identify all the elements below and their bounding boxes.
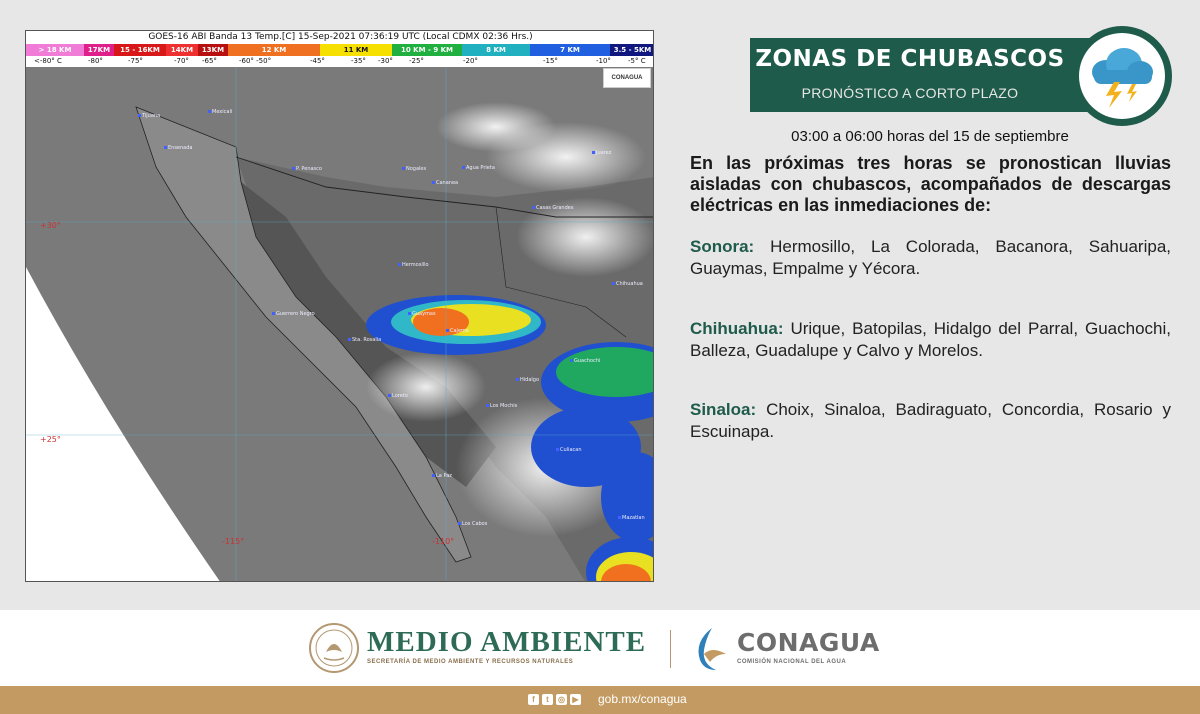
lon-label-110: -110° xyxy=(432,537,455,546)
altitude-legend xyxy=(26,44,654,56)
city-label: Cajeme xyxy=(446,328,469,334)
temperature-tick: -75° xyxy=(128,57,143,65)
state-name: Sonora: xyxy=(690,237,755,256)
temperature-tick: <-80° C xyxy=(34,57,62,65)
legend-segment: 13KM xyxy=(198,44,228,56)
satellite-image-panel xyxy=(25,30,654,582)
temperature-tick: -65° xyxy=(202,57,217,65)
city-label: Ensenada xyxy=(164,145,192,151)
social-icons xyxy=(528,694,581,705)
city-label: La Paz xyxy=(432,473,452,479)
state-places: Choix, Sinaloa, Badiraguato, Concordia, Rosario y Escuinapa. xyxy=(690,400,1171,441)
temperature-tick: -15° xyxy=(543,57,558,65)
region-sinaloa xyxy=(690,399,1171,443)
site-link[interactable]: gob.mx/conagua xyxy=(598,692,687,706)
footer-divider xyxy=(670,630,671,668)
conagua-map-logo: CONAGUA xyxy=(603,68,651,88)
legend-segment: 17KM xyxy=(84,44,114,56)
temperature-tick: -20° xyxy=(463,57,478,65)
city-label: Los Mochis xyxy=(486,403,517,409)
temperature-tick: -70° xyxy=(174,57,189,65)
city-label: Cananea xyxy=(432,180,458,186)
region-chihuahua xyxy=(690,318,1171,362)
legend-segment: 10 KM - 9 KM xyxy=(392,44,462,56)
legend-segment: 14KM xyxy=(166,44,198,56)
conagua-subtitle: COMISIÓN NACIONAL DEL AGUA xyxy=(737,659,847,665)
twitter-icon[interactable]: t xyxy=(542,694,553,705)
legend-segment: 11 KM xyxy=(320,44,392,56)
city-label: Agua Prieta xyxy=(462,165,495,171)
city-label: Guaymas xyxy=(408,311,436,317)
legend-segment: 8 KM xyxy=(462,44,530,56)
legend-segment: 12 KM xyxy=(228,44,320,56)
forecast-intro: En las próximas tres horas se pronostican lluvias aisladas con chubascos, acompañados de descargas eléctricas en las inmediaciones de: xyxy=(690,153,1171,215)
instagram-icon[interactable]: ◎ xyxy=(556,694,567,705)
youtube-icon[interactable]: ▶ xyxy=(570,694,581,705)
city-label: Mexicali xyxy=(208,109,232,115)
temperature-tick: -35° xyxy=(351,57,366,65)
storm-cloud-icon xyxy=(1084,42,1160,110)
temperature-tick: -5° C xyxy=(628,57,646,65)
city-label: Tijuana xyxy=(138,113,160,119)
legend-segment: 3.5 - 5KM xyxy=(610,44,654,56)
conagua-logo-icon xyxy=(690,624,732,672)
lat-label-25: +25° xyxy=(40,435,61,444)
city-label: P. Penasco xyxy=(292,166,322,172)
legend-segment: > 18 KM xyxy=(26,44,84,56)
temperature-scale xyxy=(26,56,654,67)
temperature-tick: -30° xyxy=(378,57,393,65)
city-label: Hidalgo xyxy=(516,377,539,383)
temperature-tick: -80° xyxy=(88,57,103,65)
medio-ambiente-subtitle: SECRETARÍA DE MEDIO AMBIENTE Y RECURSOS NATURALES xyxy=(367,659,574,665)
temperature-tick: -10° xyxy=(596,57,611,65)
state-places: Hermosillo, La Colorada, Bacanora, Sahuaripa, Guaymas, Empalme y Yécora. xyxy=(690,237,1171,278)
facebook-icon[interactable]: f xyxy=(528,694,539,705)
city-label: Chihuahua xyxy=(612,281,643,287)
legend-segment: 15 - 16KM xyxy=(114,44,166,56)
region-sonora xyxy=(690,236,1171,280)
city-label: Mazatlan xyxy=(618,515,645,521)
temperature-tick: -45° xyxy=(310,57,325,65)
city-label: Los Cabos xyxy=(458,521,487,527)
city-label: Culiacan xyxy=(556,447,581,453)
city-label: Guachochi xyxy=(570,358,600,364)
time-range: 03:00 a 06:00 horas del 15 de septiembre xyxy=(791,128,1069,145)
city-label: Juarez xyxy=(592,150,611,156)
state-places: Urique, Batopilas, Hidalgo del Parral, Guachochi, Balleza, Guadalupe y Calvo y Morelos. xyxy=(690,319,1171,360)
satellite-map xyxy=(26,67,654,582)
medio-ambiente-title: MEDIO AMBIENTE xyxy=(367,626,647,658)
page-subtitle: PRONÓSTICO A CORTO PLAZO xyxy=(801,85,1019,101)
header-badge xyxy=(750,38,1110,112)
city-label: Loreto xyxy=(388,393,408,399)
legend-segment: 7 KM xyxy=(530,44,610,56)
mexico-seal-icon xyxy=(308,622,360,674)
city-label: Hermosillo xyxy=(398,262,429,268)
city-label: Nogales xyxy=(402,166,426,172)
conagua-title: CONAGUA xyxy=(737,628,880,657)
state-name: Sinaloa: xyxy=(690,400,757,419)
temperature-tick: -25° xyxy=(409,57,424,65)
page-title: ZONAS DE CHUBASCOS xyxy=(755,46,1065,72)
satellite-title: GOES-16 ABI Banda 13 Temp.[C] 15-Sep-2021 07:36:19 UTC (Local CDMX 02:36 Hrs.) xyxy=(26,31,654,44)
city-label: Sta. Rosalia xyxy=(348,337,381,343)
city-label: Casas Grandes xyxy=(532,205,573,211)
lat-label-30: +30° xyxy=(40,221,61,230)
city-label: Guerrero Negro xyxy=(272,311,315,317)
state-name: Chihuahua: xyxy=(690,319,784,338)
lon-label-115: -115° xyxy=(222,537,245,546)
temperature-tick: -60° -50° xyxy=(239,57,272,65)
